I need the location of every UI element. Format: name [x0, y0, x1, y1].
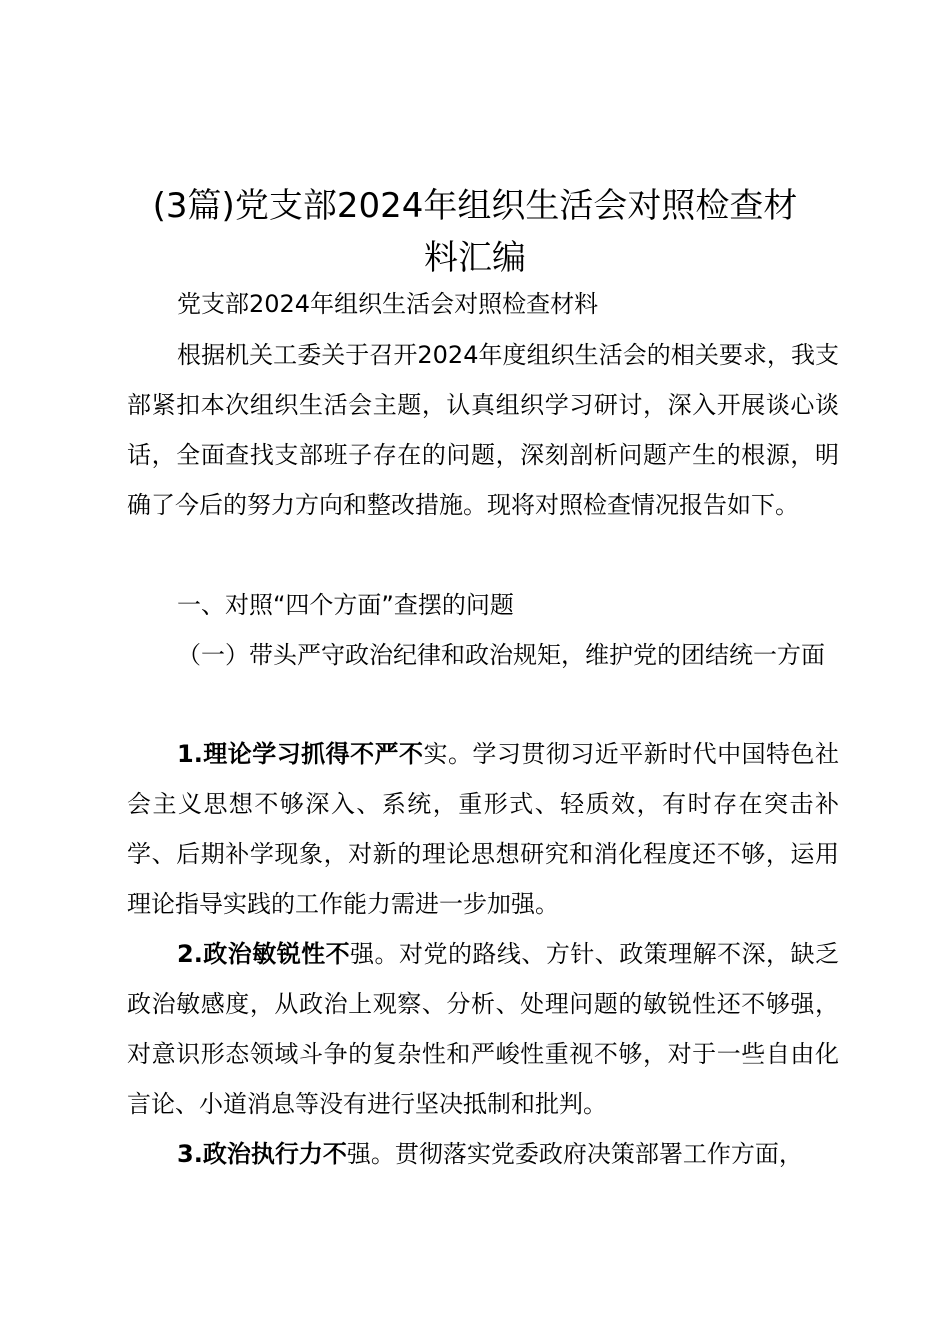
title-line-1: (3篇)党支部2024年组织生活会对照检查材 — [152, 186, 798, 226]
item-2-heading: 2.政治敏锐性不 — [177, 940, 351, 968]
title-line-2: 料汇编 — [424, 238, 526, 278]
item-1-text: 实。学习贯彻习近平新时代中国特色社会主义思想不够深入、系统，重形式、轻质效，有时存在突击补学、后期补学现象，对新的理论思想研究和消化程度还不够，运用理论指导实践的工作能力需进一步加强。 — [127, 740, 839, 918]
intro-paragraph — [127, 330, 839, 530]
item-2-paragraph — [127, 929, 839, 1129]
item-3-paragraph — [127, 1129, 839, 1179]
item-3-text: 强。贯彻落实党委政府决策部署工作方面， — [346, 1140, 803, 1168]
section-1-heading — [127, 580, 839, 630]
subsection-1-heading — [127, 630, 839, 680]
item-3-heading: 3.政治执行力不 — [177, 1140, 347, 1168]
item-1-paragraph — [127, 729, 839, 929]
item-2-text: 强。对党的路线、方针、政策理解不深，缺乏政治敏感度，从政治上观察、分析、处理问题的敏锐性还不够强，对意识形态领域斗争的复杂性和严峻性重视不够，对于一些自由化言论、小道消息等没有进行坚决抵制和批判。 — [127, 940, 839, 1118]
document-title — [118, 180, 832, 284]
item-1-heading: 1.理论学习抓得不严不 — [177, 740, 424, 768]
subsection-1-heading-text: （一）带头严守政治纪律和政治规矩，维护党的团结统一方面 — [177, 641, 825, 669]
section-1-heading-text: 一、对照“四个方面”查摆的问题 — [177, 591, 514, 619]
document-subtitle — [127, 279, 839, 329]
subtitle-text: 党支部2024年组织生活会对照检查材料 — [177, 290, 599, 318]
intro-text: 根据机关工委关于召开2024年度组织生活会的相关要求，我支部紧扣本次组织生活会主题，认真组织学习研讨，深入开展谈心谈话，全面查找支部班子存在的问题，深刻剖析问题产生的根源，明确了今后的努力方向和整改措施。现将对照检查情况报告如下。 — [127, 341, 839, 519]
